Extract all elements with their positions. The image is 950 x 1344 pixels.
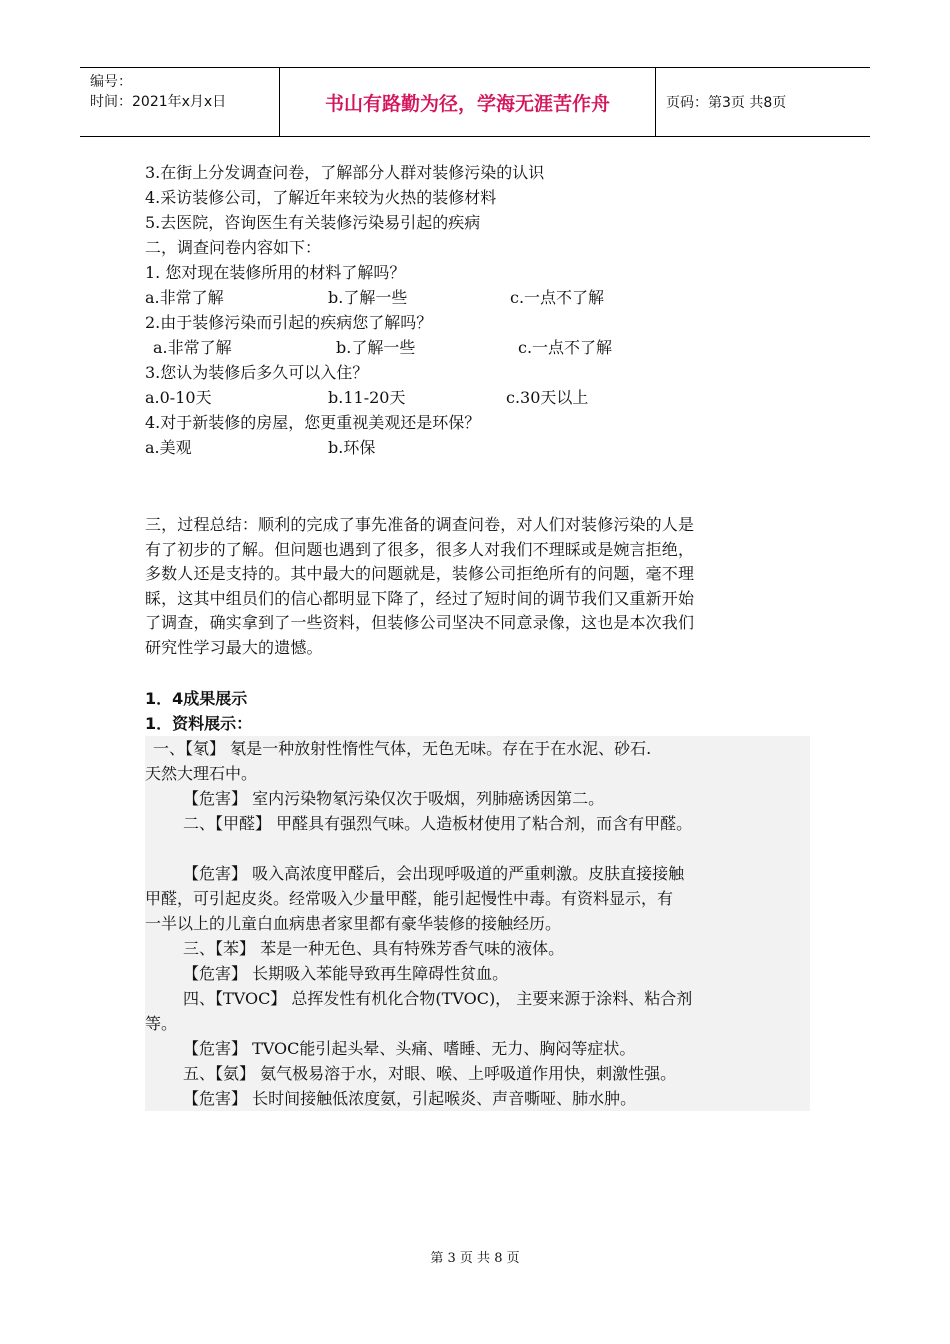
option: b.环保 xyxy=(328,438,376,457)
section-title: 1．4成果展示 xyxy=(145,689,248,708)
summary-line: 多数人还是支持的。其中最大的问题就是，装修公司拒绝所有的问题，毫不理 xyxy=(145,564,695,583)
header-page-info: 页码：第3页 共8页 xyxy=(666,95,787,111)
option: b.了解一些 xyxy=(336,338,416,357)
question-3-options xyxy=(145,385,810,410)
step-line: 4.采访装修公司，了解近年来较为火热的装修材料 xyxy=(145,188,497,207)
material-line: 甲醛，可引起皮炎。经常吸入少量甲醛，能引起慢性中毒。有资料显示，有 xyxy=(145,889,674,908)
document-body xyxy=(145,160,810,1111)
sub-title: 1．资料展示： xyxy=(145,714,253,733)
material-line: 四、【TVOC】 总挥发性有机化合物(TVOC)， 主要来源于涂料、粘合剂 xyxy=(183,989,693,1008)
material-line: 【危害】 长时间接触低浓度氨，引起喉炎、声音嘶哑、肺水肿。 xyxy=(183,1089,637,1108)
option: c.一点不了解 xyxy=(518,338,613,357)
number-label: 编号： xyxy=(90,74,132,90)
material-line: 等。 xyxy=(145,1014,178,1033)
material-line: 【危害】 TVOC能引起头晕、头痛、嗜睡、无力、胸闷等症状。 xyxy=(183,1039,636,1058)
date-label: 时间：2021年x月x日 xyxy=(90,94,227,110)
material-line: 天然大理石中。 xyxy=(145,764,258,783)
header-meta xyxy=(80,68,280,136)
question-4-options xyxy=(145,435,810,460)
option: c.30天以上 xyxy=(506,388,589,407)
material-line: 三、【苯】 苯是一种无色、具有特殊芳香气味的液体。 xyxy=(183,939,565,958)
material-line: 【危害】 吸入高浓度甲醛后，会出现呼吸道的严重刺激。皮肤直接接触 xyxy=(183,864,685,883)
question-2: 2.由于装修污染而引起的疾病您了解吗？ xyxy=(145,313,433,332)
step-line: 5.去医院，咨询医生有关装修污染易引起的疾病 xyxy=(145,213,481,232)
survey-heading: 二，调查问卷内容如下： xyxy=(145,238,322,257)
materials-block xyxy=(145,736,810,1111)
summary-line: 有了初步的了解。但问题也遇到了很多，很多人对我们不理睬或是婉言拒绝， xyxy=(145,539,695,559)
material-line: 一半以上的儿童白血病患者家里都有豪华装修的接触经历。 xyxy=(145,914,562,933)
option: c.一点不了解 xyxy=(510,288,605,307)
material-line: 【危害】 长期吸入苯能导致再生障碍性贫血。 xyxy=(183,964,509,983)
material-line: 五、【氨】 氨气极易溶于水，对眼、喉、上呼吸道作用快，刺激性强。 xyxy=(183,1064,677,1083)
option: a.美观 xyxy=(145,438,192,457)
material-line xyxy=(145,836,810,861)
header-motto: 书山有路勤为径，学海无涯苦作舟 xyxy=(280,68,656,136)
process-summary xyxy=(145,513,810,660)
option: b.了解一些 xyxy=(328,288,408,307)
material-line: 二、【甲醛】 甲醛具有强烈气味。人造板材使用了粘合剂，而含有甲醛。 xyxy=(183,814,693,833)
summary-line: 三，过程总结：顺利的完成了事先准备的调查问卷，对人们对装修污染的人是 xyxy=(145,515,695,534)
option: a.0-10天 xyxy=(145,388,212,407)
option: a.非常了解 xyxy=(145,288,224,307)
summary-line: 睬，这其中组员们的信心都明显下降了，经过了短时间的调节我们又重新开始 xyxy=(145,588,695,608)
material-line: 【危害】 室内污染物氡污染仅次于吸烟，列肺癌诱因第二。 xyxy=(183,789,605,808)
page-header xyxy=(80,67,870,137)
question-1-options xyxy=(145,285,810,310)
question-4: 4.对于新装修的房屋，您更重视美观还是环保？ xyxy=(145,413,481,432)
option: a.非常了解 xyxy=(153,338,232,357)
page-footer: 第 3 页 共 8 页 xyxy=(430,1251,520,1266)
summary-line: 了调查，确实拿到了一些资料，但装修公司坚决不同意录像，这也是本次我们 xyxy=(145,613,695,632)
option: b.11-20天 xyxy=(328,388,406,407)
summary-line: 研究性学习最大的遗憾。 xyxy=(145,637,323,657)
step-line: 3.在街上分发调查问卷，了解部分人群对装修污染的认识 xyxy=(145,163,545,182)
question-1: 1. 您对现在装修所用的材料了解吗？ xyxy=(145,263,406,282)
question-3: 3.您认为装修后多久可以入住？ xyxy=(145,363,369,382)
question-2-options xyxy=(145,335,810,360)
material-line: 一、【氡】 氡是一种放射性惰性气体，无色无味。存在于在水泥、砂石. xyxy=(153,739,652,758)
